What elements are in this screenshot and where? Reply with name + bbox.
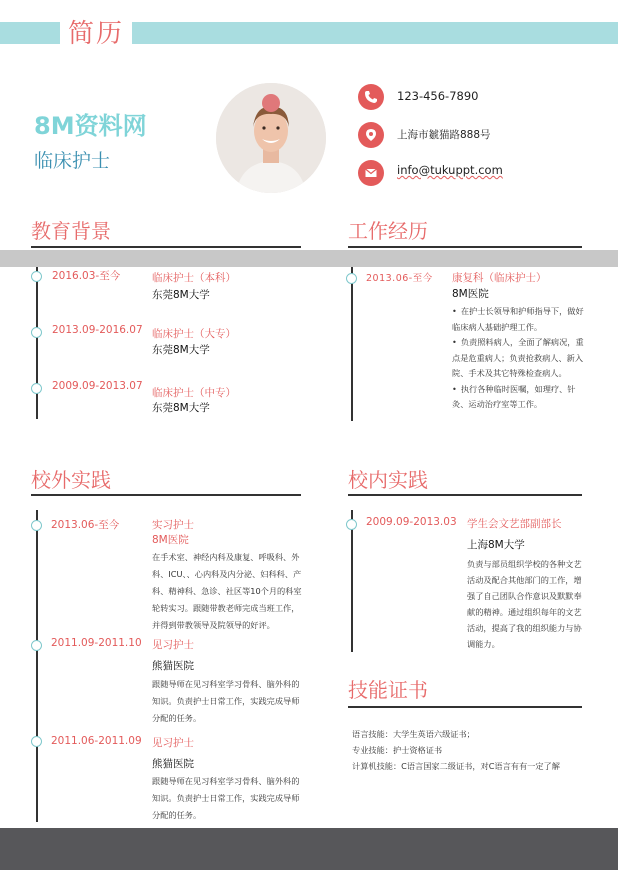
work-date: 2013.06-至今 — [366, 273, 433, 284]
education-date-3: 2009.09-2013.07 — [52, 380, 143, 392]
timeline-dot — [31, 383, 42, 394]
timeline-dot — [346, 273, 357, 284]
brand-name: 8M资料网 — [34, 112, 147, 140]
timeline-dot — [31, 271, 42, 282]
header-bar-right — [132, 22, 618, 44]
external-divider — [31, 494, 301, 496]
avatar — [216, 83, 326, 193]
education-date-1: 2016.03-至今 — [52, 270, 121, 282]
phone-icon — [358, 84, 384, 110]
resume-title: 简历 — [60, 12, 132, 56]
timeline-dot — [346, 519, 357, 530]
external-org-1: 8M医院 — [152, 534, 189, 546]
education-degree-3: 临床护士（中专） — [152, 387, 236, 399]
campus-divider — [348, 494, 582, 496]
external-desc-3: 跟随导师在见习科室学习骨科、脑外科的知识。负责护士日常工作，实践完成导师分配的任务。 — [152, 776, 300, 820]
work-org: 8M医院 — [452, 288, 489, 300]
section-title-work: 工作经历 — [348, 219, 428, 243]
education-school-3: 东莞8M大学 — [152, 402, 210, 414]
external-role-2: 见习护士 — [152, 639, 194, 651]
timeline-dot — [31, 736, 42, 747]
education-divider — [31, 246, 301, 248]
contact-address: 上海市虦猫路888号 — [397, 129, 491, 141]
external-desc-1: 在手术室、神经内科及康复、呼吸科、外科、ICU、、心内科及内分泌、妇科科、产科、精神科、急诊、社区等10个月的科室轮转实习。跟随带教老师完成当班工作，并得到带教领导及院领导的好评。 — [152, 552, 302, 630]
external-date-1: 2013.06-至今 — [51, 519, 120, 531]
list-item: • 在护士长领导和护师指导下，做好临床病人基础护理工作。 — [452, 304, 588, 335]
portrait-image — [216, 83, 326, 193]
external-org-3: 熊猫医院 — [152, 758, 194, 770]
job-role: 临床护士 — [34, 150, 111, 172]
external-desc-2: 跟随导师在见习科室学习骨科、脑外科的知识。负责护士日常工作，实践完成导师分配的任务。 — [152, 679, 300, 723]
work-divider — [348, 246, 582, 248]
skills-list — [352, 726, 612, 774]
skills-divider — [348, 706, 582, 708]
external-date-2: 2011.09-2011.10 — [51, 637, 142, 649]
skill-computer: 计算机技能：C语言国家二级证书，对C语言有有一定了解 — [352, 761, 560, 771]
education-school-2: 东莞8M大学 — [152, 344, 210, 356]
campus-org: 上海8M大学 — [467, 539, 525, 551]
section-title-campus: 校内实践 — [348, 468, 428, 492]
list-item: • 执行各种临时医嘱，如理疗、针灸、运动治疗室等工作。 — [452, 382, 588, 413]
skill-language: 语言技能：大学生英语六级证书； — [352, 729, 475, 739]
external-org-2: 熊猫医院 — [152, 660, 194, 672]
campus-role: 学生会文艺部副部长 — [467, 518, 562, 530]
section-title-skills: 技能证书 — [348, 678, 428, 702]
work-role: 康复科（临床护士） — [452, 272, 547, 284]
education-degree-2: 临床护士（大专） — [152, 328, 236, 340]
timeline-dot — [31, 520, 42, 531]
education-school-1: 东莞8M大学 — [152, 289, 210, 301]
education-degree-1: 临床护士（本科） — [152, 272, 236, 284]
list-item: • 负责照料病人，全面了解病况，重点是危重病人；负责抢救病人、新入院、手术及其它特殊检查病人。 — [452, 335, 588, 382]
education-timeline — [36, 267, 38, 419]
work-duties — [452, 304, 588, 413]
external-role-1: 实习护士 — [152, 519, 194, 531]
header-bar-left — [0, 22, 60, 44]
footer-bar — [0, 828, 618, 870]
campus-desc: 负责与部员组织学校的各种文艺活动及配合其他部门的工作，增强了自己团队合作意识及默默奉献的精神。通过组织每年的文艺活动，提高了我的组织能力与协调能力。 — [467, 559, 582, 649]
timeline-dot — [31, 640, 42, 651]
external-timeline — [36, 510, 38, 822]
gray-band — [0, 250, 618, 267]
external-date-3: 2011.06-2011.09 — [51, 735, 142, 747]
education-date-2: 2013.09-2016.07 — [52, 324, 143, 336]
section-title-education: 教育背景 — [31, 219, 111, 243]
mail-icon — [358, 160, 384, 186]
timeline-dot — [31, 327, 42, 338]
campus-date: 2009.09-2013.03 — [366, 516, 457, 528]
external-role-3: 见习护士 — [152, 737, 194, 749]
location-icon — [358, 122, 384, 148]
contact-email[interactable]: info@tukuppt.com — [397, 163, 503, 177]
section-title-external: 校外实践 — [31, 468, 111, 492]
skill-professional: 专业技能：护士资格证书 — [352, 745, 443, 755]
work-timeline — [351, 267, 353, 421]
contact-phone: 123-456-7890 — [397, 89, 479, 103]
campus-timeline — [351, 510, 353, 652]
